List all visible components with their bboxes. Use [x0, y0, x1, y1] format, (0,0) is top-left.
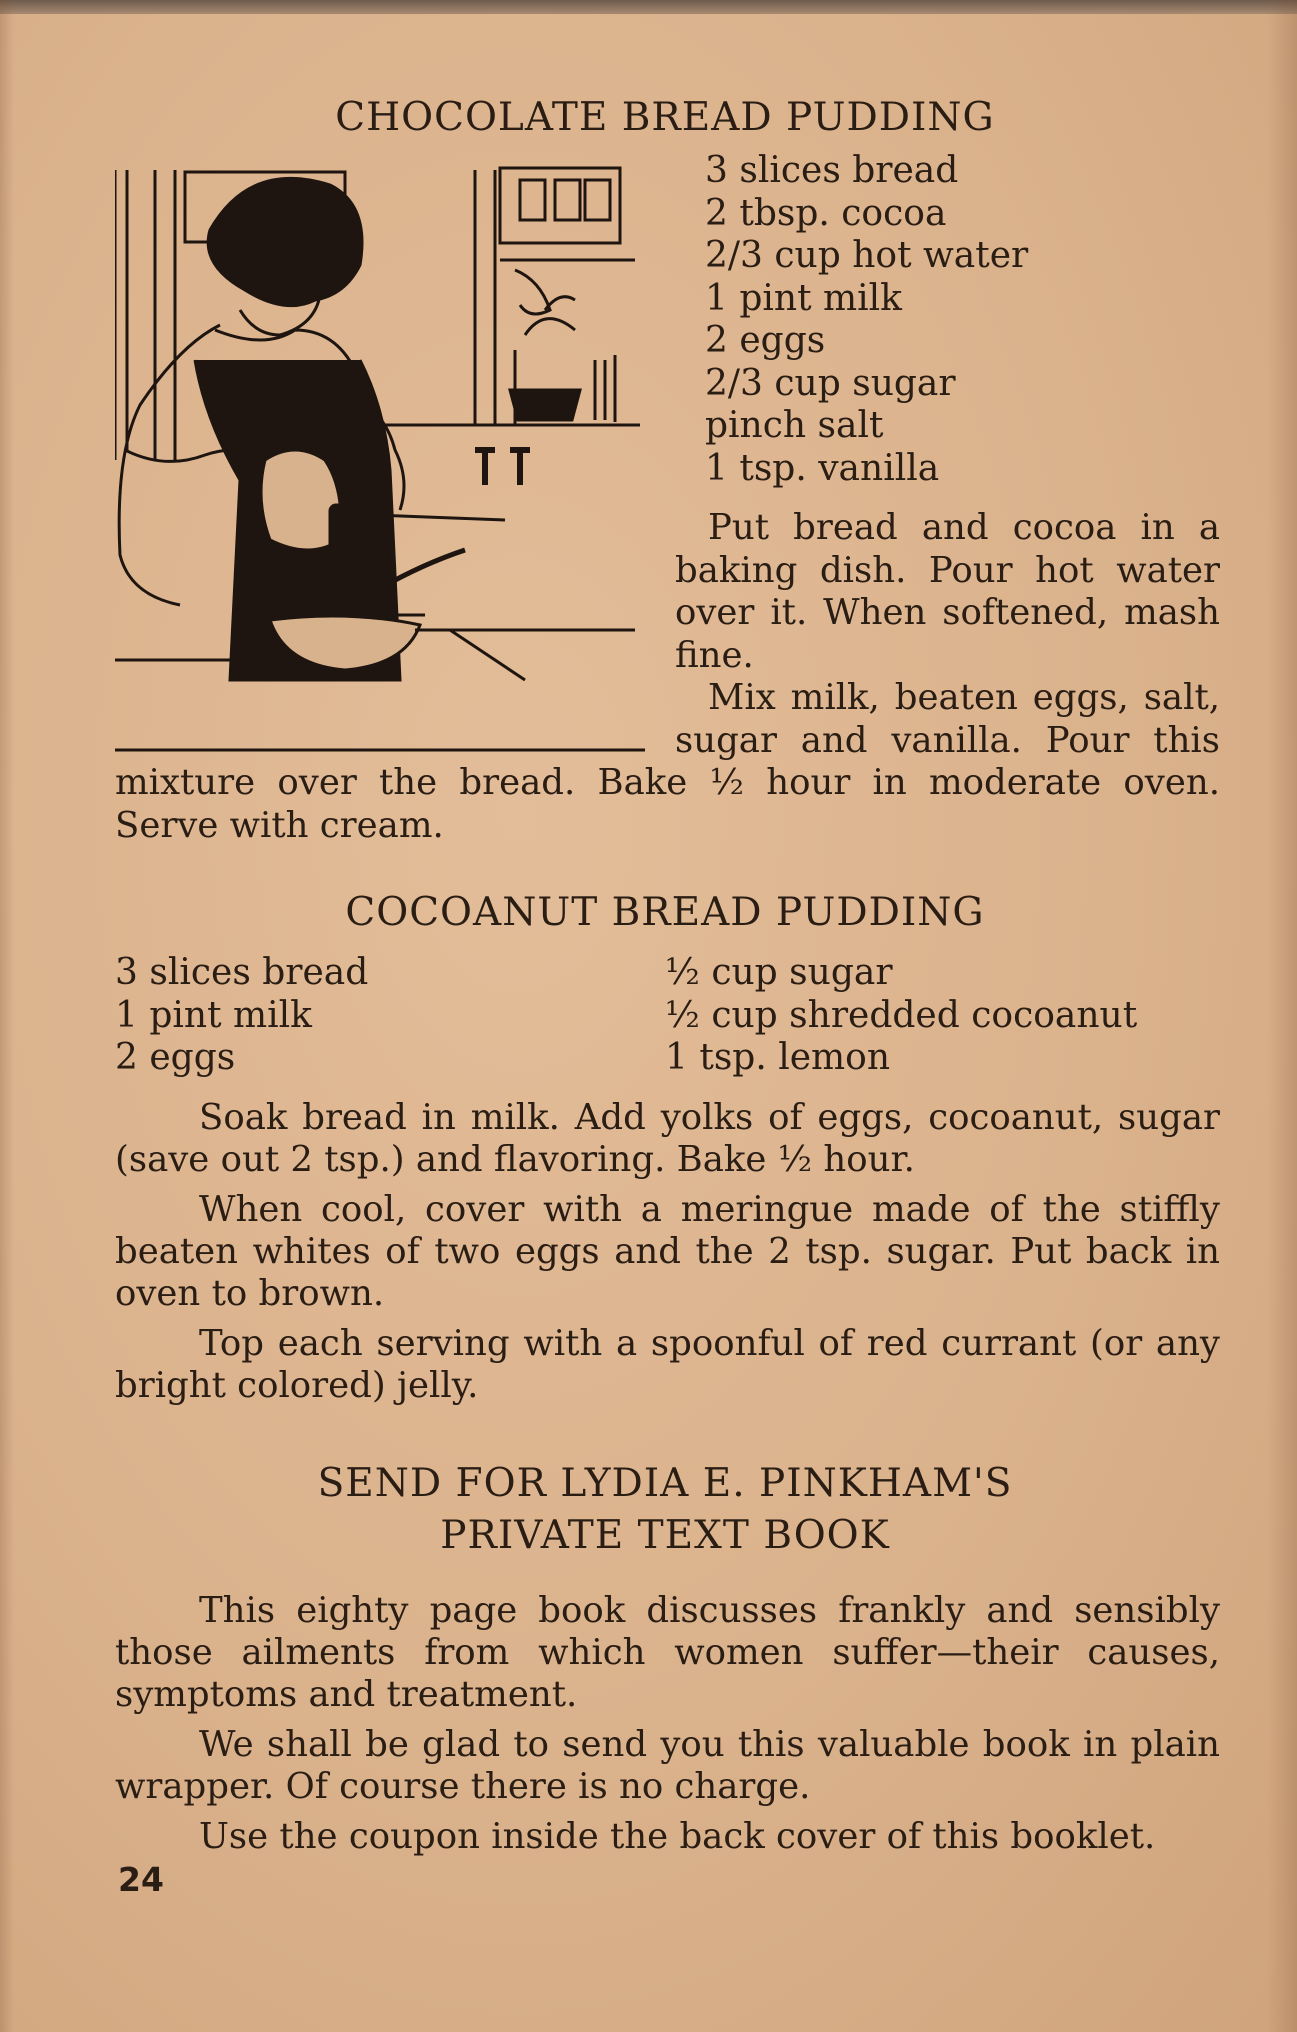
ingredient: 3 slices bread [705, 150, 959, 191]
ingredient: 2 eggs [705, 320, 826, 361]
offer-paragraph: We shall be glad to send you this valuable book in plain wrapper. Of course there is no charge. [115, 1724, 1220, 1807]
ingredient: ½ cup shredded cocoanut [665, 994, 1138, 1036]
offer-paragraph: This eighty page book discusses frankly and sensibly those ailments from which women suffer—their causes, symptoms and treatment. [115, 1590, 1220, 1715]
ingredient: 1 tsp. lemon [665, 1037, 891, 1078]
ingredient: 2/3 cup hot water [705, 235, 1029, 276]
ingredient: 1 pint milk [115, 994, 312, 1036]
direction-paragraph: Top each serving with a spoonful of red currant (or any bright colored) jelly. [115, 1323, 1220, 1406]
recipe-title-chocolate-bread-pudding: CHOCOLATE BREAD PUDDING [335, 95, 995, 140]
page-number: 24 [118, 1860, 164, 1899]
offer-title-line-1: SEND FOR LYDIA E. PINKHAM'S [317, 1461, 1013, 1506]
ingredient: 1 tsp. vanilla [705, 447, 940, 489]
ingredient: pinch salt [705, 405, 884, 446]
offer-title [120, 1458, 1210, 1562]
offer-title-line-2: PRIVATE TEXT BOOK [440, 1513, 890, 1558]
chocolate-ingredients-list [705, 150, 1225, 490]
recipe-title-cocoanut-bread-pudding: COCOANUT BREAD PUDDING [345, 890, 985, 935]
direction-paragraph: When cool, cover with a meringue made of the stiffly beaten whites of two eggs and the 2 tsp. sugar. Put back in oven to brown. [115, 1189, 1220, 1314]
chocolate-directions [115, 507, 1220, 847]
offer-paragraph: Use the coupon inside the back cover of this booklet. [199, 1816, 1156, 1857]
ingredients-right-column [665, 952, 1137, 1080]
page-right-shadow [1267, 0, 1297, 2032]
cocoanut-directions [115, 1097, 1220, 1415]
ingredient: 1 pint milk [705, 277, 902, 319]
direction-paragraph: Put bread and cocoa in a baking dish. Pour hot water over it. When softened, mash fine. [675, 507, 1220, 676]
offer-text [115, 1590, 1220, 1866]
ingredient: ½ cup sugar [665, 952, 893, 993]
ingredient: 2 tbsp. cocoa [705, 192, 947, 234]
page-left-shadow [0, 0, 14, 2032]
page-top-edge [0, 0, 1297, 14]
direction-paragraph: Soak bread in milk. Add yolks of eggs, cocoanut, sugar (save out 2 tsp.) and flavoring. Bake ½ hour. [115, 1097, 1220, 1180]
ingredient: 3 slices bread [115, 952, 369, 993]
direction-paragraph: Mix milk, beaten eggs, salt, sugar and vanilla. Pour this mixture over the bread. Bake ½ hour in moderate oven. Serve with cream. [115, 677, 1220, 846]
ingredient: 2 eggs [115, 1037, 236, 1078]
ingredient: 2/3 cup sugar [705, 362, 956, 404]
ingredients-left-column [115, 952, 368, 1080]
